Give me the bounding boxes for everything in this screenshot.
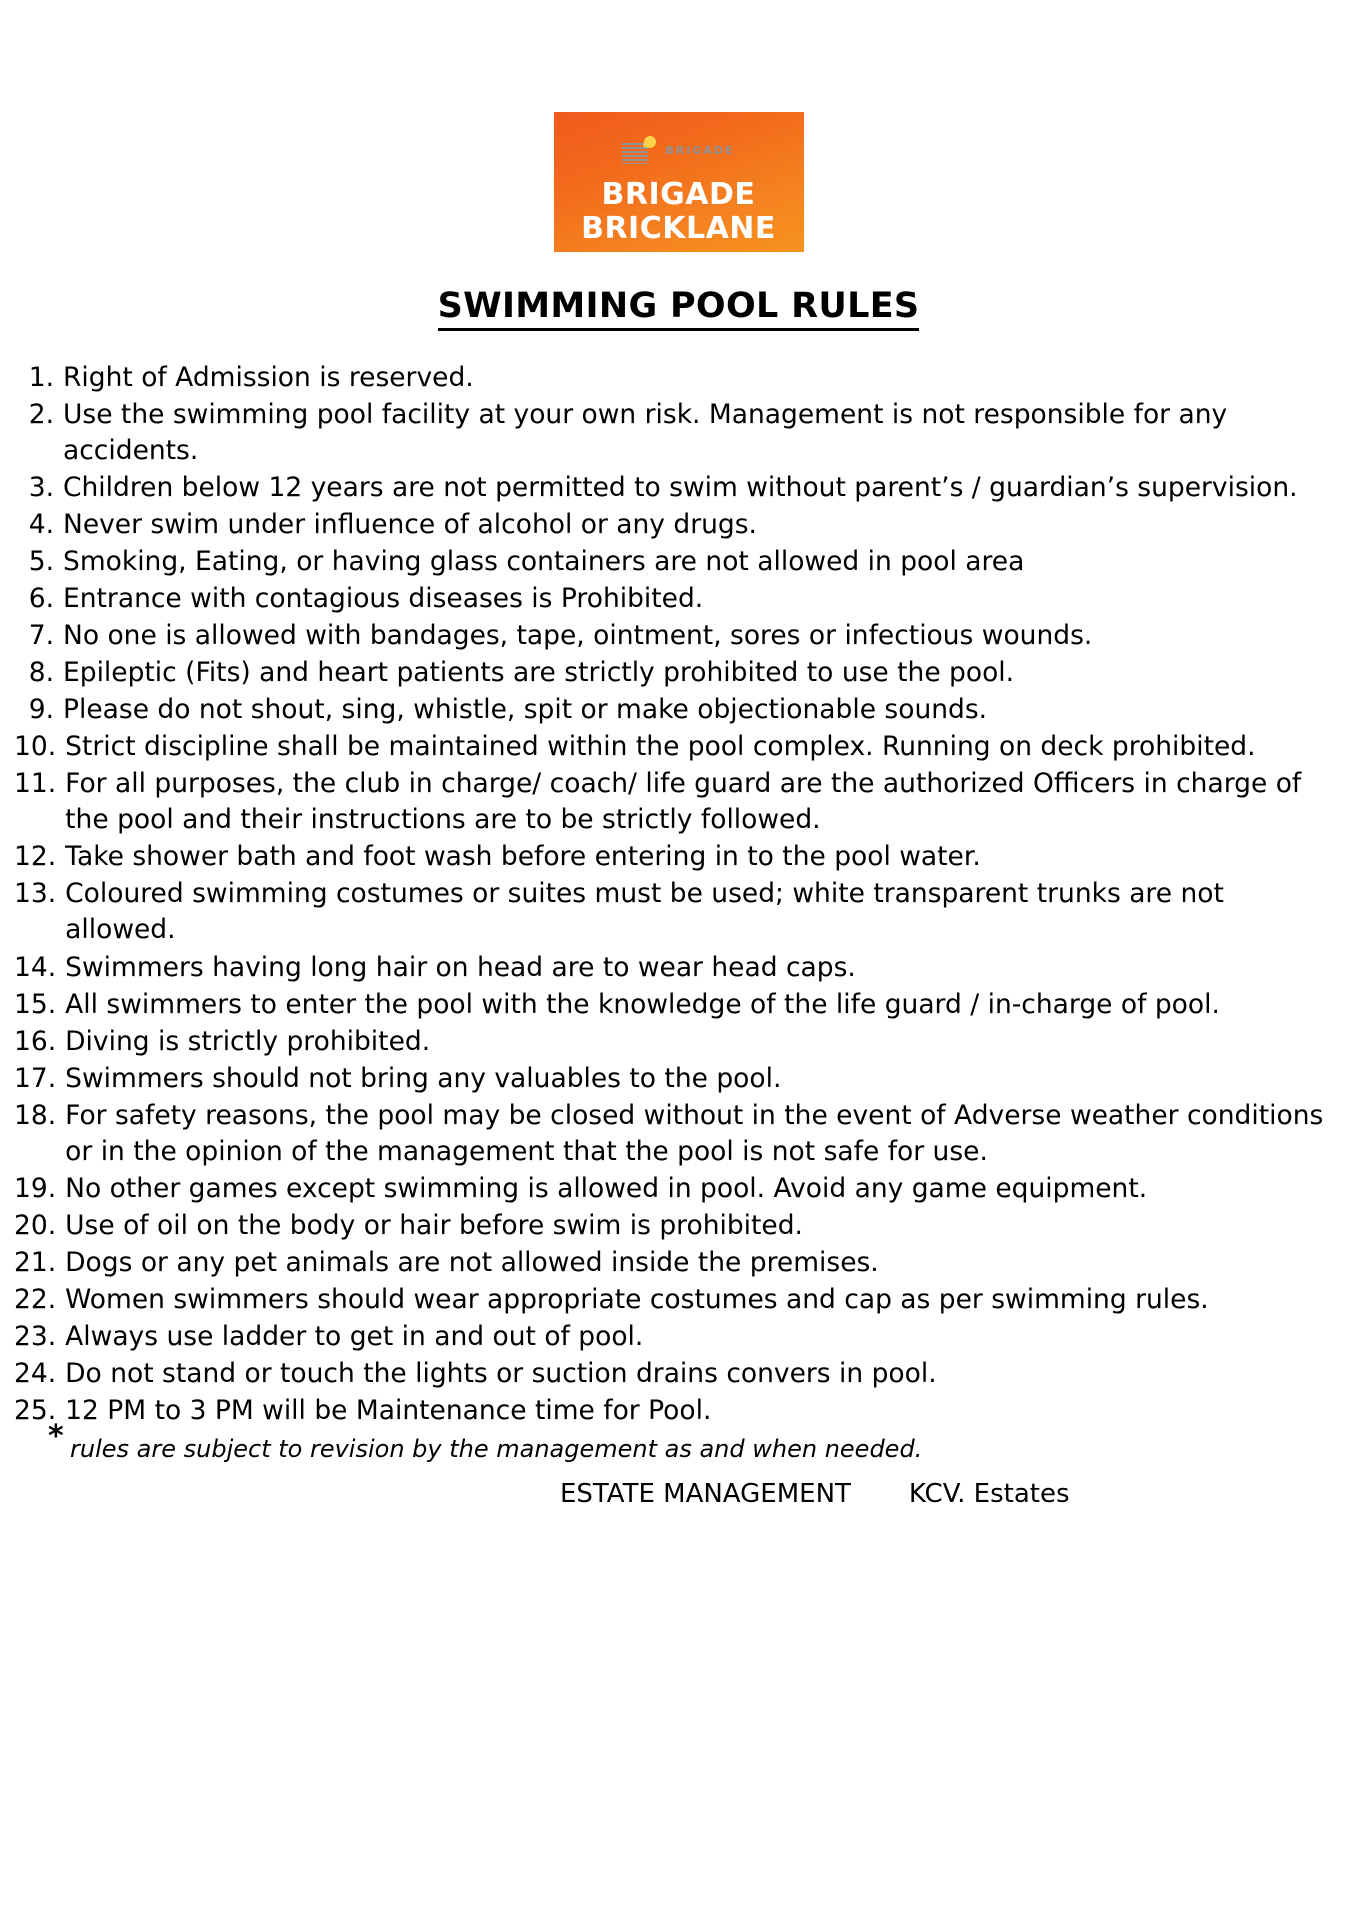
rule-text: Swimmers having long hair on head are to wear head caps. bbox=[65, 951, 856, 983]
rule-number: 21. bbox=[14, 1246, 57, 1278]
rule-number: 1. bbox=[28, 362, 54, 393]
rule-text: Children below 12 years are not permitted to swim without parent’s / guardian’s supervision. bbox=[63, 472, 1298, 504]
footnote bbox=[0, 1418, 1357, 1463]
logo-small-text: BRIGADE bbox=[665, 143, 735, 157]
rule-number: 20. bbox=[14, 1209, 57, 1241]
page-title bbox=[0, 286, 1357, 326]
rule-item bbox=[14, 581, 1341, 617]
rule-text: Women swimmers should wear appropriate costumes and cap as per swimming rules. bbox=[65, 1283, 1209, 1315]
rule-number: 23. bbox=[14, 1320, 57, 1352]
rule-item bbox=[14, 1356, 1341, 1392]
rule-number: 19. bbox=[14, 1172, 57, 1204]
rule-item bbox=[14, 1208, 1341, 1244]
rule-item bbox=[14, 397, 1341, 469]
rule-number: 6. bbox=[28, 583, 54, 615]
rule-item bbox=[14, 1098, 1341, 1170]
rule-text: For all purposes, the club in charge/ coach/ life guard are the authorized Officers in charge of the pool and their instructions are to be strictly followed. bbox=[65, 768, 1302, 836]
rule-item bbox=[14, 360, 1341, 396]
page-title-text: SWIMMING POOL RULES bbox=[438, 286, 920, 331]
rule-text: Smoking, Eating, or having glass containers are not allowed in pool area bbox=[63, 546, 1025, 578]
rules-list bbox=[0, 360, 1357, 1429]
rule-text: Use of oil on the body or hair before swim is prohibited. bbox=[65, 1209, 803, 1241]
rule-item bbox=[14, 876, 1341, 948]
rule-item bbox=[14, 839, 1341, 875]
rule-text: Entrance with contagious diseases is Prohibited. bbox=[63, 583, 704, 615]
rule-number: 8. bbox=[28, 657, 54, 689]
rule-number: 18. bbox=[14, 1099, 57, 1131]
rule-text: Use the swimming pool facility at your own risk. Management is not responsible for any accidents. bbox=[63, 399, 1228, 467]
rule-number: 2. bbox=[28, 399, 54, 431]
rule-item bbox=[14, 950, 1341, 986]
logo-name-line2: BRICKLANE bbox=[581, 210, 776, 246]
rule-item bbox=[14, 544, 1341, 580]
rule-number: 22. bbox=[14, 1283, 57, 1315]
rule-text: All swimmers to enter the pool with the knowledge of the life guard / in-charge of pool. bbox=[65, 988, 1220, 1020]
logo-top-row bbox=[622, 132, 734, 168]
rule-item bbox=[14, 507, 1341, 543]
rule-number: 7. bbox=[28, 620, 54, 652]
rule-number: 16. bbox=[14, 1025, 57, 1057]
rule-text: Dogs or any pet animals are not allowed inside the premises. bbox=[65, 1246, 879, 1278]
signature-kcv-estates: KCV. Estates bbox=[908, 1478, 1070, 1509]
rule-text: Always use ladder to get in and out of pool. bbox=[65, 1320, 644, 1352]
brigade-logo-mark-icon bbox=[622, 136, 656, 164]
signature-block bbox=[0, 1479, 1357, 1509]
rule-number: 14. bbox=[14, 951, 57, 983]
rule-number: 3. bbox=[28, 472, 54, 504]
rule-text: Never swim under influence of alcohol or any drugs. bbox=[63, 509, 757, 541]
logo-name-line1: BRIGADE bbox=[601, 177, 756, 212]
rule-number: 11. bbox=[14, 768, 57, 800]
rule-number: 4. bbox=[28, 509, 54, 541]
rule-text: 12 PM to 3 PM will be Maintenance time for Pool. bbox=[65, 1394, 712, 1426]
rule-text: No one is allowed with bandages, tape, ointment, sores or infectious wounds. bbox=[63, 620, 1093, 652]
rule-text: Right of Admission is reserved. bbox=[63, 362, 474, 393]
rule-item bbox=[14, 1061, 1341, 1097]
rule-text: Take shower bath and foot wash before entering in to the pool water. bbox=[65, 841, 981, 873]
rule-number: 25. bbox=[14, 1394, 57, 1426]
rule-text: Coloured swimming costumes or suites must be used; white transparent trunks are not allowed. bbox=[65, 878, 1224, 946]
brigade-bricklane-logo bbox=[554, 112, 804, 252]
rule-text: Please do not shout, sing, whistle, spit or make objectionable sounds. bbox=[63, 694, 988, 726]
rule-item bbox=[14, 1393, 1341, 1429]
rule-number: 9. bbox=[28, 694, 54, 726]
rule-text: For safety reasons, the pool may be closed without in the event of Adverse weather conditions or in the opinion of the management that the pool is not safe for use. bbox=[65, 1099, 1324, 1167]
rule-item bbox=[14, 987, 1341, 1023]
logo-name bbox=[581, 178, 776, 245]
rule-item bbox=[14, 1171, 1341, 1207]
rule-item bbox=[14, 1319, 1341, 1355]
rule-number: 13. bbox=[14, 878, 57, 910]
rule-item bbox=[14, 655, 1341, 691]
rule-item bbox=[14, 618, 1341, 654]
rule-item bbox=[14, 1282, 1341, 1318]
rule-text: Strict discipline shall be maintained within the pool complex. Running on deck prohibited. bbox=[65, 731, 1256, 763]
rule-number: 12. bbox=[14, 841, 57, 873]
rule-item bbox=[14, 470, 1341, 506]
rule-item bbox=[14, 729, 1341, 765]
rule-text: No other games except swimming is allowed in pool. Avoid any game equipment. bbox=[65, 1172, 1148, 1204]
rule-number: 17. bbox=[14, 1062, 57, 1094]
rule-text: Swimmers should not bring any valuables to the pool. bbox=[65, 1062, 782, 1094]
rule-text: Do not stand or touch the lights or suction drains convers in pool. bbox=[65, 1357, 937, 1389]
rule-number: 5. bbox=[28, 546, 54, 578]
rule-number: 10. bbox=[14, 731, 57, 763]
rule-number: 15. bbox=[14, 988, 57, 1020]
rule-item bbox=[14, 1024, 1341, 1060]
signature-estate-management: ESTATE MANAGEMENT bbox=[560, 1478, 851, 1509]
rule-text: Diving is strictly prohibited. bbox=[65, 1025, 431, 1057]
rule-item bbox=[14, 1245, 1341, 1281]
rule-item bbox=[14, 692, 1341, 728]
footnote-star-icon: * bbox=[48, 1418, 64, 1454]
rule-item bbox=[14, 766, 1341, 838]
logo-container bbox=[0, 0, 1357, 252]
rule-text: Epileptic (Fits) and heart patients are strictly prohibited to use the pool. bbox=[63, 657, 1015, 689]
footnote-text: rules are subject to revision by the management as and when needed. bbox=[70, 1434, 923, 1463]
rule-number: 24. bbox=[14, 1357, 57, 1389]
